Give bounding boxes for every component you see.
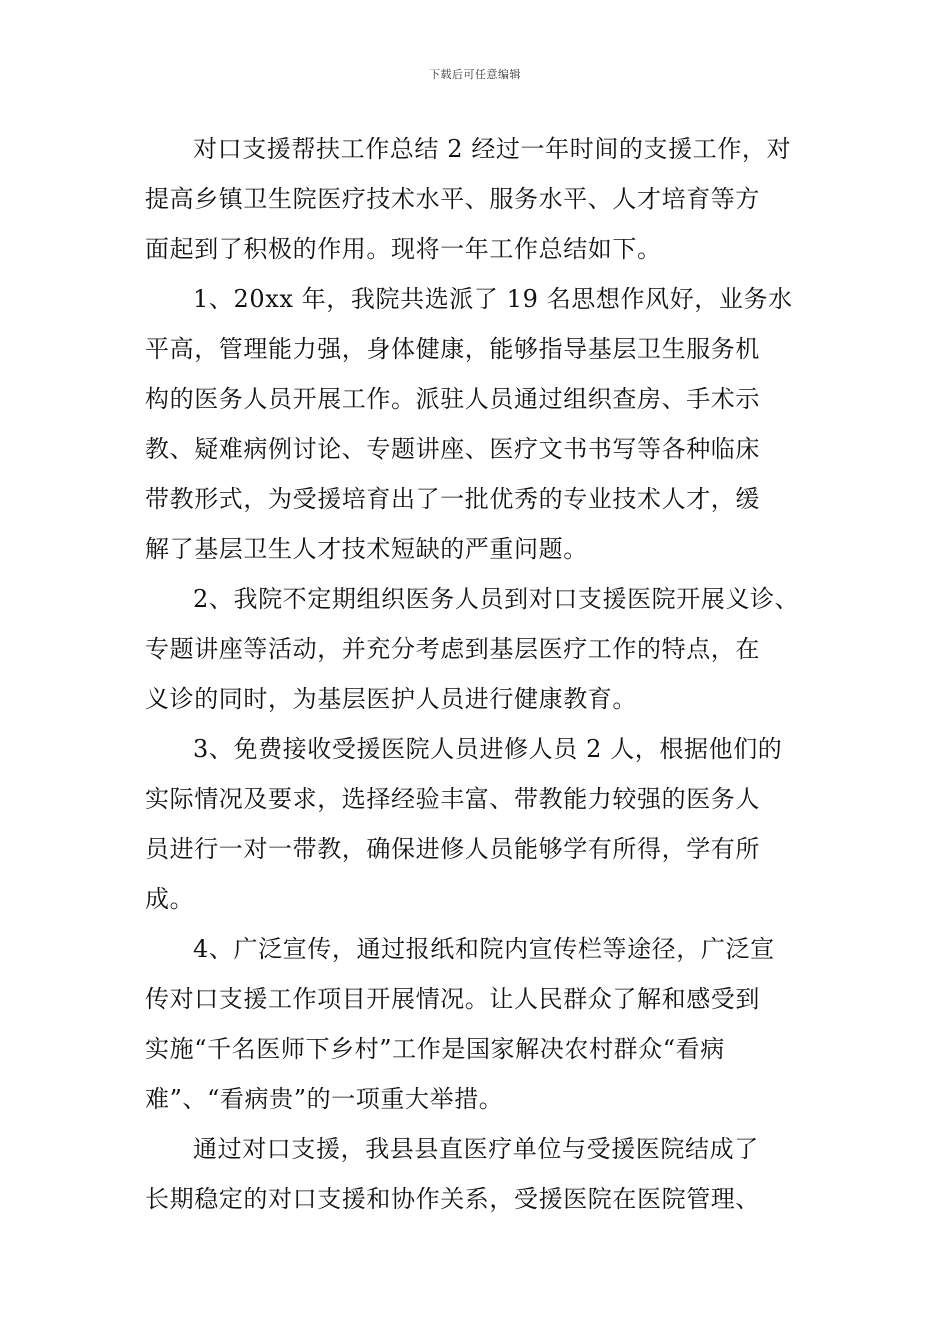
text-line: 带教形式，为受援培育出了一批优秀的专业技术人才，缓: [145, 485, 760, 513]
text-line: 1、20xx 年，我院共选派了 19 名思想作风好，业务水: [193, 285, 793, 313]
document-body: [145, 124, 810, 1224]
text-line: 义诊的同时，为基层医护人员进行健康教育。: [145, 685, 637, 713]
text-line: 3、免费接收受援医院人员进修人员 2 人，根据他们的: [193, 735, 783, 763]
text-line: 面起到了积极的作用。现将一年工作总结如下。: [145, 235, 662, 263]
text-line: 传对口支援工作项目开展情况。让人民群众了解和感受到: [145, 985, 760, 1013]
text-line: 实施“千名医师下乡村”工作是国家解决农村群众“看病: [145, 1035, 725, 1063]
paragraph-item-2: [145, 574, 810, 724]
text-line: 对口支援帮扶工作总结 2 经过一年时间的支援工作，对: [193, 135, 792, 163]
text-line: 解了基层卫生人才技术短缺的严重问题。: [145, 535, 588, 563]
text-line: 通过对口支援，我县县直医疗单位与受援医院结成了: [193, 1135, 759, 1163]
text-line: 长期稳定的对口支援和协作关系，受援医院在医院管理、: [145, 1185, 760, 1213]
paragraph-conclusion: [145, 1124, 810, 1224]
text-line: 教、疑难病例讨论、专题讲座、医疗文书书写等各种临床: [145, 435, 760, 463]
text-line: 4、广泛宣传，通过报纸和院内宣传栏等途径，广泛宣: [193, 935, 775, 963]
text-line: 员进行一对一带教，确保进修人员能够学有所得，学有所: [145, 835, 760, 863]
text-line: 难”、“看病贵”的一项重大举措。: [145, 1085, 504, 1113]
text-line: 构的医务人员开展工作。派驻人员通过组织查房、手术示: [145, 385, 760, 413]
paragraph-item-1: [145, 274, 810, 574]
text-line: 专题讲座等活动，并充分考虑到基层医疗工作的特点，在: [145, 635, 760, 663]
text-line: 成。: [145, 885, 195, 913]
paragraph-item-4: [145, 924, 810, 1124]
text-line: 平高，管理能力强，身体健康，能够指导基层卫生服务机: [145, 335, 760, 363]
paragraph-intro: [145, 124, 810, 274]
text-line: 2、我院不定期组织医务人员到对口支援医院开展义诊、: [193, 585, 800, 613]
paragraph-item-3: [145, 724, 810, 924]
text-line: 提高乡镇卫生院医疗技术水平、服务水平、人才培育等方: [145, 185, 760, 213]
header-note: 下载后可任意编辑: [429, 68, 521, 81]
text-line: 实际情况及要求，选择经验丰富、带教能力较强的医务人: [145, 785, 760, 813]
